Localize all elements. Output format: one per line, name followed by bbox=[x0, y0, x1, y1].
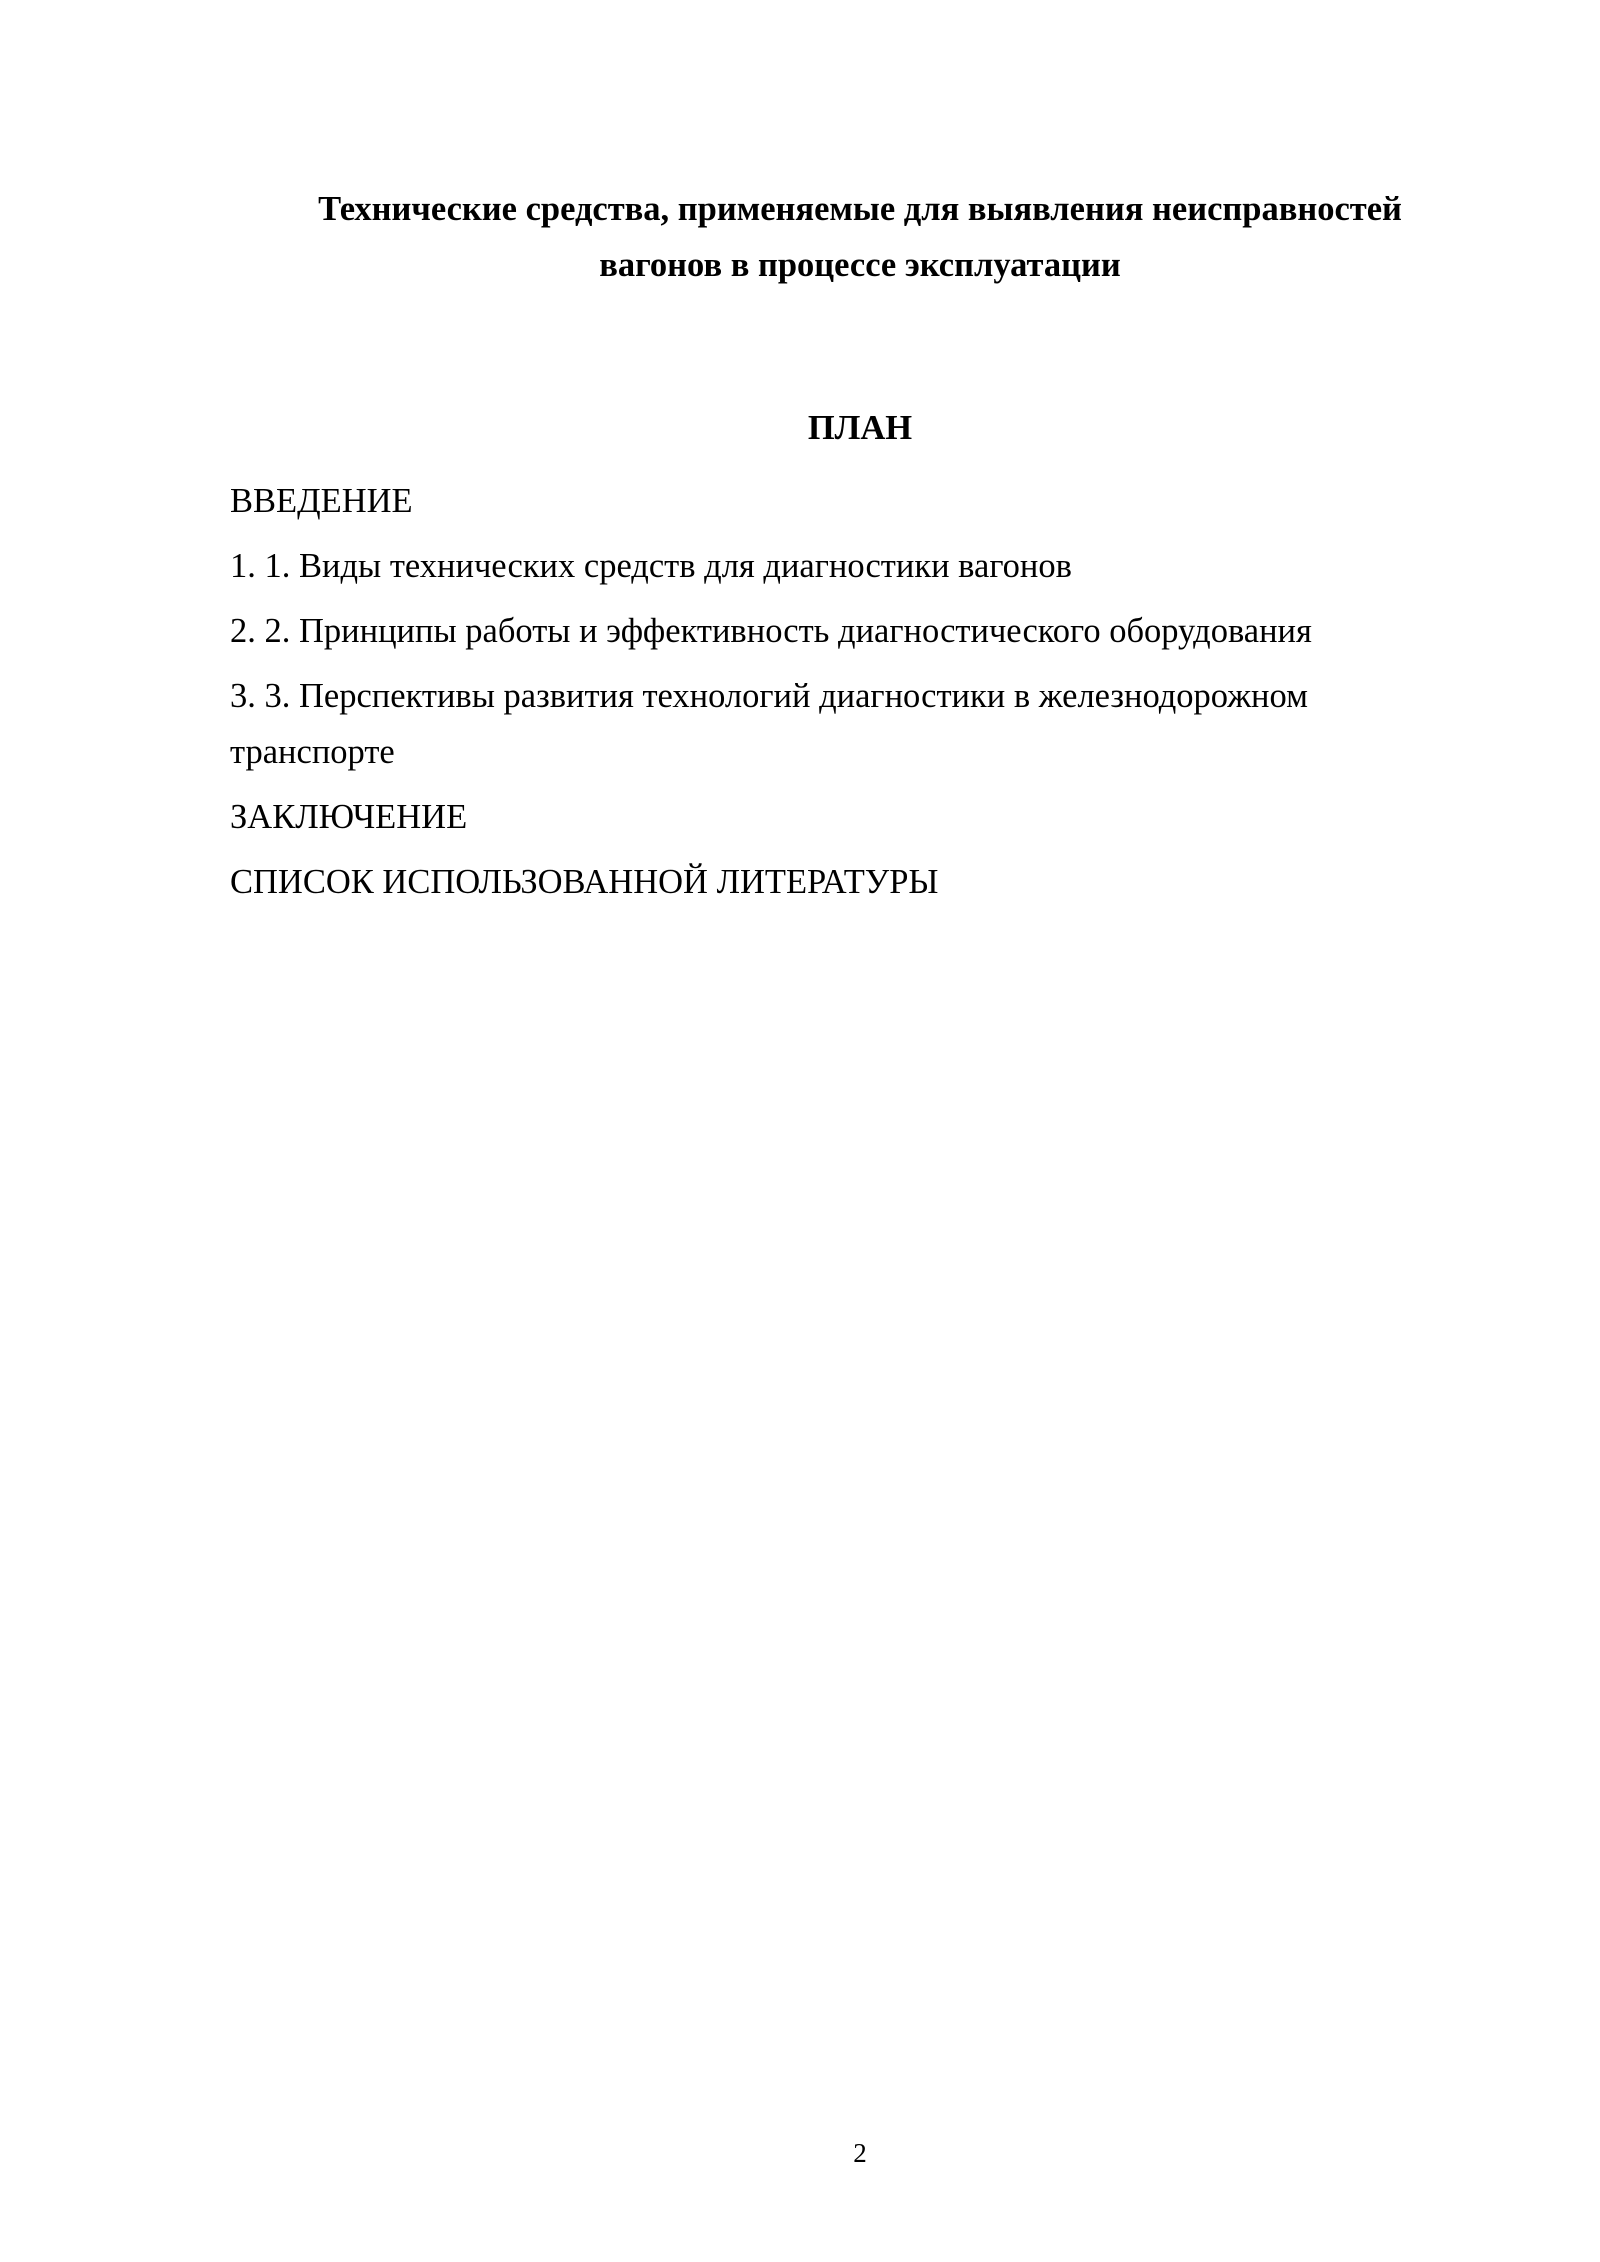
document-title bbox=[230, 181, 1490, 293]
plan-item-introduction: ВВЕДЕНИЕ bbox=[230, 482, 413, 520]
plan-heading: ПЛАН bbox=[807, 409, 913, 447]
plan-item-3: 3. 3. Перспективы развития технологий диагностики в железнодорожном транспорте bbox=[230, 677, 1308, 771]
plan-item-1: 1. 1. Виды технических средств для диагностики вагонов bbox=[230, 547, 1072, 585]
plan-item-2: 2. 2. Принципы работы и эффективность диагностического оборудования bbox=[230, 612, 1312, 650]
plan-list bbox=[230, 473, 1480, 919]
document-title-line-1: Технические средства, применяемые для выявления неисправностей bbox=[318, 190, 1402, 229]
document-title-line-2: вагонов в процессе эксплуатации bbox=[599, 246, 1121, 285]
plan-item-conclusion: ЗАКЛЮЧЕНИЕ bbox=[230, 798, 468, 836]
page-number: 2 bbox=[853, 2138, 867, 2168]
plan-item-references: СПИСОК ИСПОЛЬЗОВАННОЙ ЛИТЕРАТУРЫ bbox=[230, 863, 939, 901]
